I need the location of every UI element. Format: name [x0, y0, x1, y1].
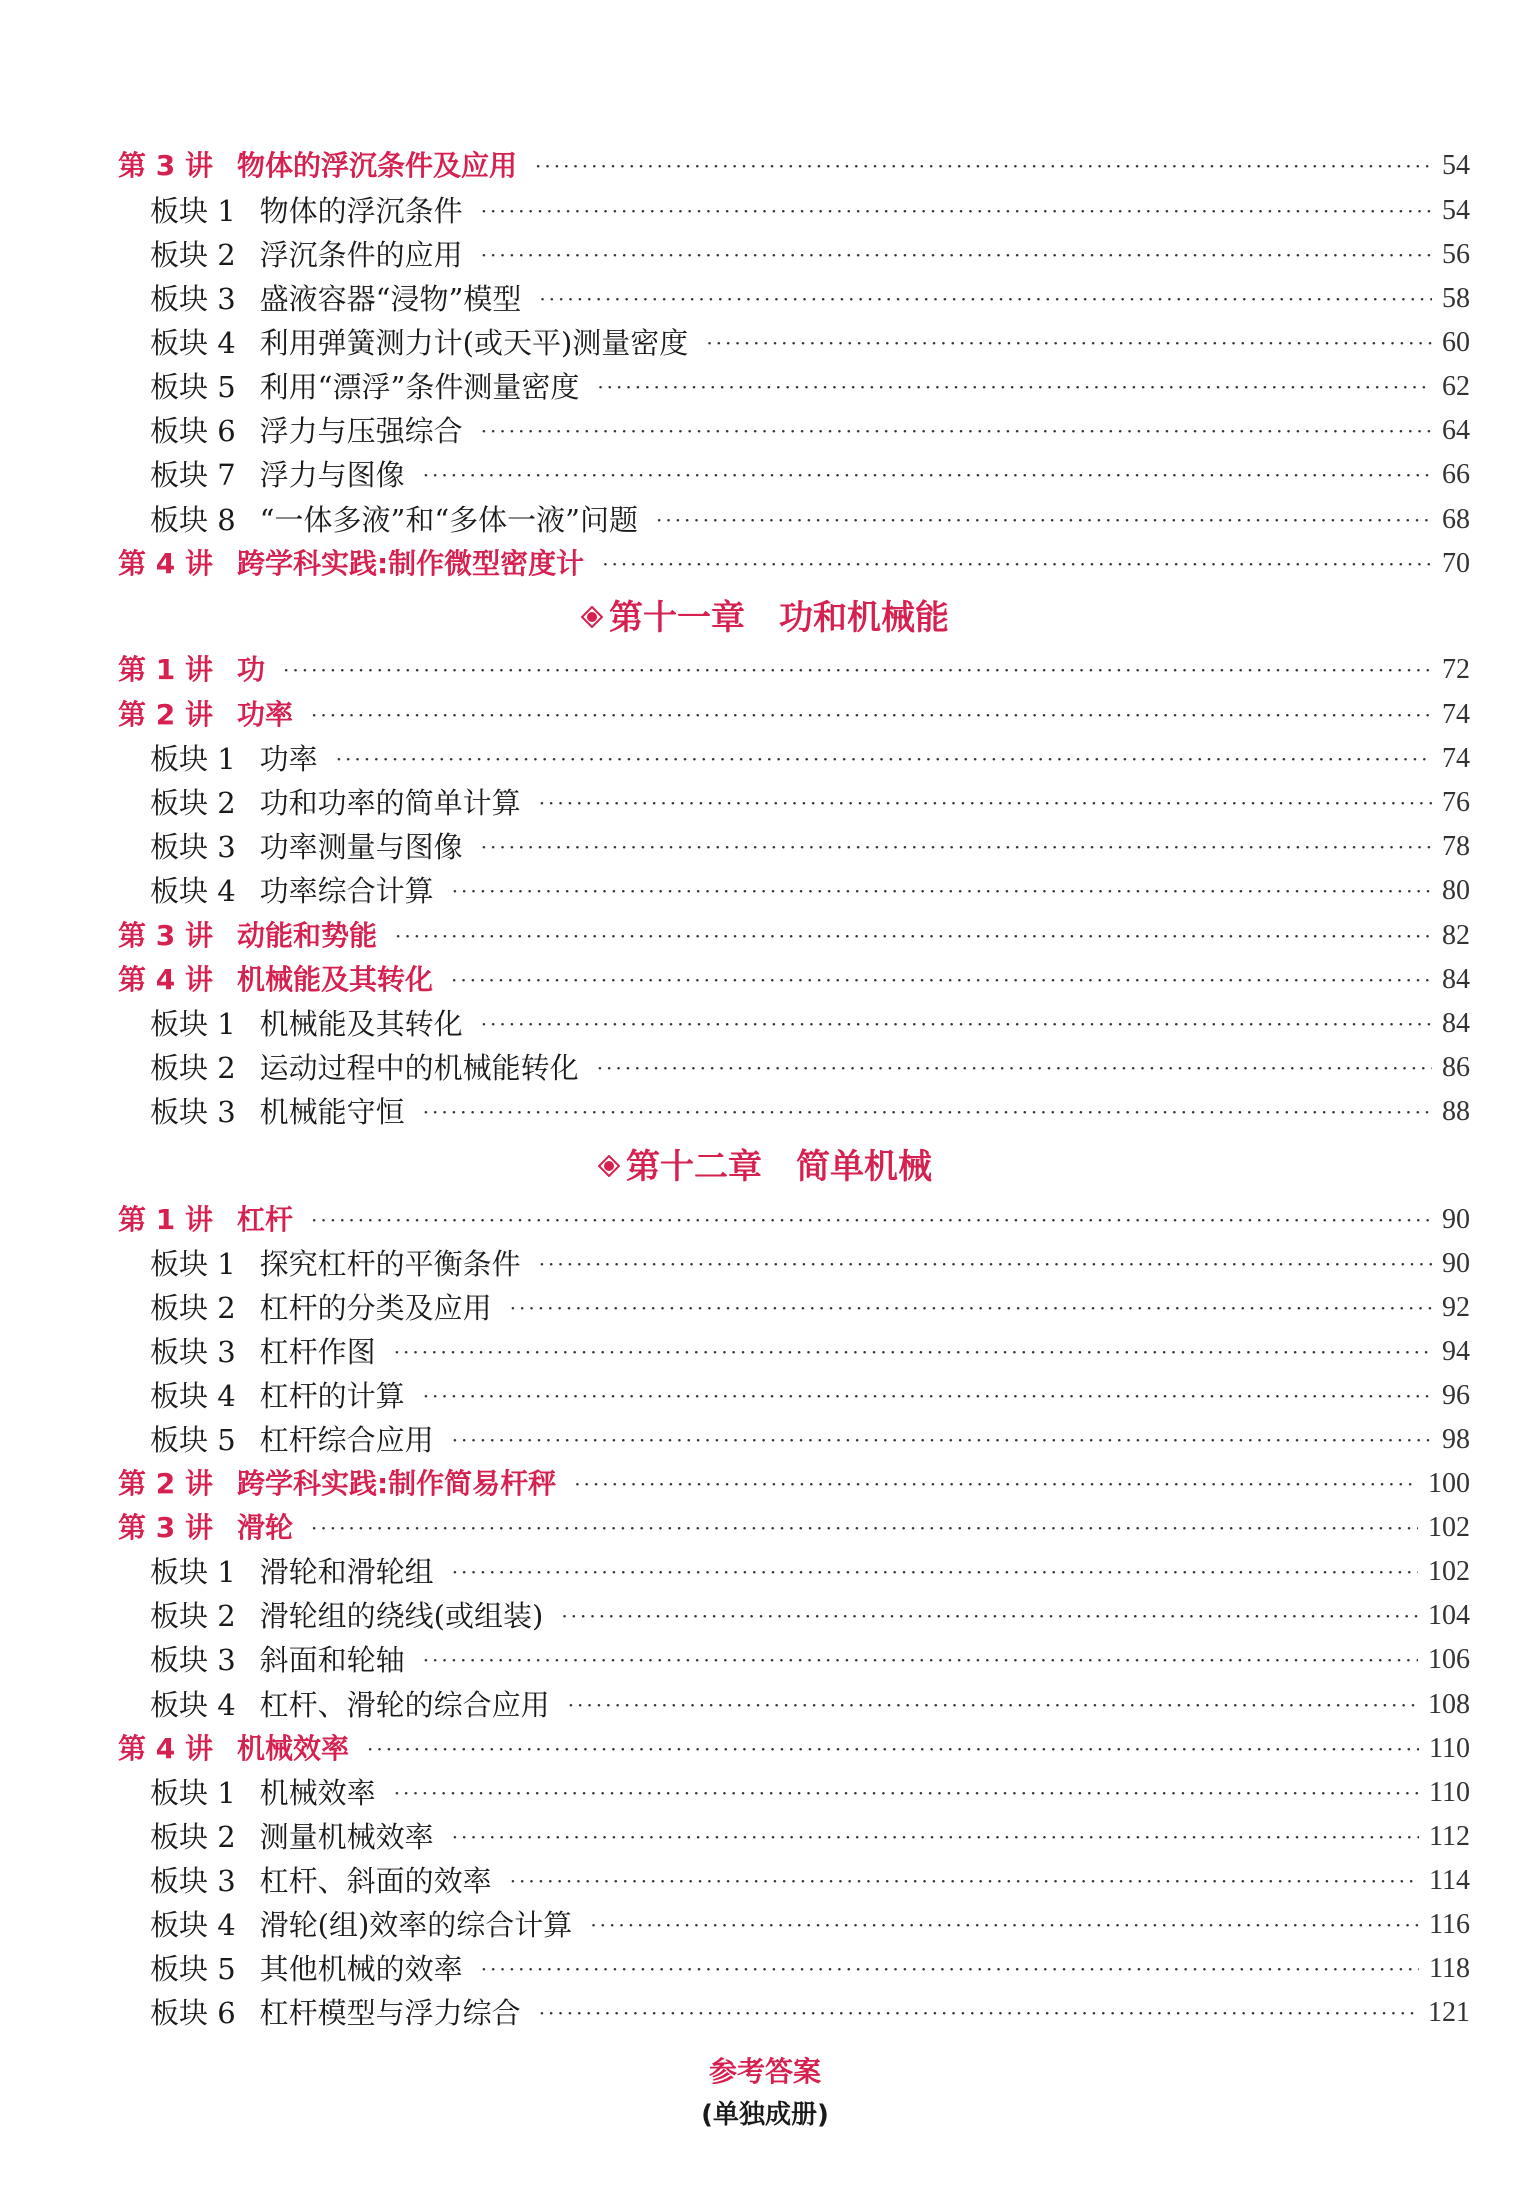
toc-block-row[interactable]	[150, 827, 1470, 867]
block-title: 滑轮组的绕线(或组装)	[259, 1599, 544, 1633]
page-number: 54	[1442, 195, 1470, 226]
page-number: 60	[1442, 327, 1470, 358]
page-number: 94	[1442, 1336, 1470, 1367]
block-title: 浮沉条件的应用	[259, 238, 463, 272]
leader-dots	[311, 695, 1432, 735]
chapter-number: 第十二章	[626, 1147, 762, 1187]
chapter-number: 第十一章	[609, 598, 745, 638]
toc-block-row[interactable]	[150, 1004, 1470, 1044]
lecture-title: 机械效率	[236, 1732, 349, 1765]
toc-block-row[interactable]	[150, 1861, 1470, 1901]
block-title: “一体多液”和“多体一液”问题	[259, 503, 638, 537]
block-number: 板块 6	[150, 1996, 236, 2030]
leader-dots	[481, 411, 1432, 451]
page-number: 110	[1429, 1733, 1470, 1764]
block-title: 功率测量与图像	[259, 830, 463, 864]
leader-dots	[311, 1200, 1432, 1240]
chapter-heading	[0, 1145, 1530, 1189]
leader-dots	[283, 650, 1432, 690]
leader-dots	[706, 323, 1432, 363]
leader-dots	[367, 1729, 1419, 1769]
leader-dots	[574, 1464, 1418, 1504]
leader-dots	[452, 1552, 1418, 1592]
block-number: 板块 2	[150, 1599, 236, 1633]
page-number: 104	[1428, 1600, 1470, 1631]
page-number: 98	[1442, 1424, 1470, 1455]
leader-dots	[561, 1596, 1418, 1636]
leader-dots	[656, 500, 1432, 540]
toc-block-row[interactable]	[150, 739, 1470, 779]
page-number: 102	[1428, 1556, 1470, 1587]
leader-dots	[423, 1376, 1432, 1416]
page-number: 118	[1429, 1953, 1470, 1984]
lecture-number: 第 4 讲	[118, 547, 213, 580]
toc-block-row[interactable]	[150, 1048, 1470, 1088]
block-number: 板块 3	[150, 1643, 236, 1677]
answers-heading: 参考答案	[708, 2055, 821, 2088]
leader-dots	[590, 1905, 1419, 1945]
chapter-marker-icon	[581, 606, 603, 628]
toc-block-row[interactable]	[150, 1773, 1470, 1813]
lecture-number: 第 2 讲	[118, 1467, 213, 1500]
block-number: 板块 3	[150, 1864, 236, 1898]
block-title: 功率综合计算	[259, 874, 434, 908]
leader-dots	[336, 739, 1432, 779]
block-title: 运动过程中的机械能转化	[259, 1051, 579, 1085]
toc-lecture-row[interactable]	[118, 146, 1470, 186]
block-title: 杠杆综合应用	[259, 1423, 434, 1457]
block-number: 板块 2	[150, 1051, 236, 1085]
leader-dots	[423, 1640, 1418, 1680]
lecture-number: 第 1 讲	[118, 653, 213, 686]
block-number: 板块 7	[150, 458, 236, 492]
block-title: 探究杠杆的平衡条件	[259, 1247, 521, 1281]
block-number: 板块 4	[150, 1908, 236, 1942]
leader-dots	[395, 916, 1432, 956]
block-title: 测量机械效率	[259, 1820, 434, 1854]
leader-dots	[539, 783, 1432, 823]
leader-dots	[452, 1817, 1419, 1857]
block-number: 板块 2	[150, 238, 236, 272]
block-number: 板块 1	[150, 742, 236, 776]
leader-dots	[481, 827, 1432, 867]
page-number: 72	[1442, 654, 1470, 685]
block-title: 滑轮和滑轮组	[259, 1555, 434, 1589]
block-number: 板块 5	[150, 1952, 236, 1986]
toc-block-row[interactable]	[150, 1244, 1470, 1284]
toc-block-row[interactable]	[150, 1288, 1470, 1328]
page-number: 112	[1429, 1821, 1470, 1852]
page-number: 74	[1442, 699, 1470, 730]
block-title: 盛液容器“浸物”模型	[259, 282, 522, 316]
page-number: 54	[1442, 150, 1470, 181]
page-number: 82	[1442, 920, 1470, 951]
block-number: 板块 4	[150, 874, 236, 908]
block-number: 板块 2	[150, 1820, 236, 1854]
block-title: 斜面和轮轴	[259, 1643, 405, 1677]
block-title: 杠杆的计算	[259, 1379, 405, 1413]
toc-block-row[interactable]	[150, 1552, 1470, 1592]
block-number: 板块 5	[150, 1423, 236, 1457]
leader-dots	[394, 1332, 1432, 1372]
page-number: 58	[1442, 283, 1470, 314]
block-number: 板块 2	[150, 786, 236, 820]
page-number: 96	[1442, 1380, 1470, 1411]
toc-block-row[interactable]	[150, 1949, 1470, 1989]
lecture-title: 动能和势能	[236, 919, 377, 952]
lecture-number: 第 3 讲	[118, 919, 213, 952]
page-number: 74	[1442, 743, 1470, 774]
lecture-number: 第 4 讲	[118, 963, 213, 996]
page-number: 66	[1442, 459, 1470, 490]
toc-block-row[interactable]	[150, 500, 1470, 540]
page-number: 64	[1442, 415, 1470, 446]
lecture-title: 功率	[236, 698, 293, 731]
block-title: 功率	[259, 742, 318, 776]
page-number: 106	[1428, 1644, 1470, 1675]
page-number: 90	[1442, 1204, 1470, 1235]
page-number: 108	[1428, 1689, 1470, 1720]
chapter-marker-icon	[598, 1155, 620, 1177]
page-number: 70	[1442, 548, 1470, 579]
leader-dots	[481, 1004, 1432, 1044]
leader-dots	[539, 279, 1432, 319]
leader-dots	[568, 1685, 1418, 1725]
page-number: 84	[1442, 1008, 1470, 1039]
lecture-title: 杠杆	[236, 1203, 293, 1236]
page-number: 114	[1429, 1865, 1470, 1896]
block-title: 杠杆、滑轮的综合应用	[259, 1688, 550, 1722]
page-number: 86	[1442, 1052, 1470, 1083]
chapter-title: 简单机械	[796, 1147, 932, 1187]
block-number: 板块 1	[150, 1007, 236, 1041]
block-number: 板块 3	[150, 830, 236, 864]
page-number: 88	[1442, 1096, 1470, 1127]
leader-dots	[535, 146, 1432, 186]
answers-note: (单独成册)	[701, 2100, 829, 2130]
toc-block-row[interactable]	[150, 783, 1470, 823]
block-number: 板块 4	[150, 1688, 236, 1722]
block-title: 杠杆的分类及应用	[259, 1291, 492, 1325]
leader-dots	[311, 1508, 1418, 1548]
block-title: 物体的浮沉条件	[259, 194, 463, 228]
leader-dots	[597, 367, 1432, 407]
page-number: 76	[1442, 787, 1470, 818]
leader-dots	[539, 1993, 1418, 2033]
block-number: 板块 1	[150, 1247, 236, 1281]
toc-lecture-row[interactable]	[118, 650, 1470, 690]
block-title: 其他机械的效率	[259, 1952, 463, 1986]
lecture-number: 第 1 讲	[118, 1203, 213, 1236]
toc-block-row[interactable]	[150, 235, 1470, 275]
toc-block-row[interactable]	[150, 411, 1470, 451]
lecture-number: 第 3 讲	[118, 149, 213, 182]
leader-dots	[539, 1244, 1432, 1284]
leader-dots	[451, 960, 1432, 1000]
toc-lecture-row[interactable]	[118, 916, 1470, 956]
block-number: 板块 8	[150, 503, 236, 537]
page-number: 80	[1442, 875, 1470, 906]
chapter-heading	[0, 596, 1530, 640]
toc-block-row[interactable]	[150, 871, 1470, 911]
block-number: 板块 1	[150, 194, 236, 228]
leader-dots	[597, 1048, 1432, 1088]
block-title: 利用“漂浮”条件测量密度	[259, 370, 580, 404]
leader-dots	[510, 1861, 1419, 1901]
block-title: 浮力与图像	[259, 458, 405, 492]
toc-lecture-row[interactable]	[118, 960, 1470, 1000]
lecture-title: 机械能及其转化	[236, 963, 433, 996]
page-number: 90	[1442, 1248, 1470, 1279]
lecture-number: 第 2 讲	[118, 698, 213, 731]
page-number: 56	[1442, 239, 1470, 270]
toc-lecture-row[interactable]	[118, 1200, 1470, 1240]
block-title: 机械能守恒	[259, 1095, 405, 1129]
toc-block-row[interactable]	[150, 1993, 1470, 2033]
page-number: 116	[1429, 1909, 1470, 1940]
block-title: 杠杆作图	[259, 1335, 376, 1369]
page-number: 110	[1429, 1777, 1470, 1808]
toc-block-row[interactable]	[150, 323, 1470, 363]
page-number: 121	[1428, 1997, 1470, 2028]
toc-block-row[interactable]	[150, 1092, 1470, 1132]
block-number: 板块 3	[150, 1095, 236, 1129]
leader-dots	[481, 1949, 1419, 1989]
block-title: 功和功率的简单计算	[259, 786, 521, 820]
block-title: 杠杆、斜面的效率	[259, 1864, 492, 1898]
toc-block-row[interactable]	[150, 1332, 1470, 1372]
leader-dots	[481, 191, 1432, 231]
leader-dots	[394, 1773, 1419, 1813]
block-number: 板块 4	[150, 326, 236, 360]
toc-block-row[interactable]	[150, 1420, 1470, 1460]
toc-lecture-row[interactable]	[118, 544, 1470, 584]
chapter-title: 功和机械能	[779, 598, 949, 638]
block-number: 板块 6	[150, 414, 236, 448]
block-number: 板块 3	[150, 1335, 236, 1369]
leader-dots	[481, 235, 1432, 275]
toc-block-row[interactable]	[150, 1640, 1470, 1680]
toc-block-row[interactable]	[150, 191, 1470, 231]
lecture-number: 第 3 讲	[118, 1511, 213, 1544]
block-title: 机械能及其转化	[259, 1007, 463, 1041]
toc-lecture-row[interactable]	[118, 695, 1470, 735]
block-title: 杠杆模型与浮力综合	[259, 1996, 521, 2030]
page-number: 84	[1442, 964, 1470, 995]
toc-block-row[interactable]	[150, 1596, 1470, 1636]
block-title: 利用弹簧测力计(或天平)测量密度	[259, 326, 689, 360]
page-number: 78	[1442, 831, 1470, 862]
lecture-number: 第 4 讲	[118, 1732, 213, 1765]
lecture-title: 功	[236, 653, 265, 686]
block-title: 浮力与压强综合	[259, 414, 463, 448]
leader-dots	[452, 871, 1432, 911]
leader-dots	[452, 1420, 1432, 1460]
toc-lecture-row[interactable]	[118, 1464, 1470, 1504]
toc-block-row[interactable]	[150, 455, 1470, 495]
block-number: 板块 3	[150, 282, 236, 316]
toc-lecture-row[interactable]	[118, 1729, 1470, 1769]
page-number: 100	[1428, 1468, 1470, 1499]
leader-dots	[602, 544, 1432, 584]
lecture-title: 滑轮	[236, 1511, 293, 1544]
toc-block-row[interactable]	[150, 1376, 1470, 1416]
block-number: 板块 5	[150, 370, 236, 404]
lecture-title: 跨学科实践:制作微型密度计	[236, 547, 585, 580]
toc-block-row[interactable]	[150, 1905, 1470, 1945]
block-number: 板块 2	[150, 1291, 236, 1325]
leader-dots	[423, 455, 1432, 495]
block-number: 板块 1	[150, 1555, 236, 1589]
lecture-title: 物体的浮沉条件及应用	[236, 149, 517, 182]
page-number: 62	[1442, 371, 1470, 402]
block-title: 机械效率	[259, 1776, 376, 1810]
toc-block-row[interactable]	[150, 279, 1470, 319]
toc-block-row[interactable]	[150, 1817, 1470, 1857]
toc-block-row[interactable]	[150, 1685, 1470, 1725]
block-number: 板块 1	[150, 1776, 236, 1810]
toc-block-row[interactable]	[150, 367, 1470, 407]
leader-dots	[510, 1288, 1432, 1328]
leader-dots	[423, 1092, 1432, 1132]
toc-lecture-row[interactable]	[118, 1508, 1470, 1548]
page-number: 102	[1428, 1512, 1470, 1543]
lecture-title: 跨学科实践:制作简易杆秤	[236, 1467, 557, 1500]
page-number: 68	[1442, 504, 1470, 535]
page-number: 92	[1442, 1292, 1470, 1323]
block-title: 滑轮(组)效率的综合计算	[259, 1908, 573, 1942]
block-number: 板块 4	[150, 1379, 236, 1413]
